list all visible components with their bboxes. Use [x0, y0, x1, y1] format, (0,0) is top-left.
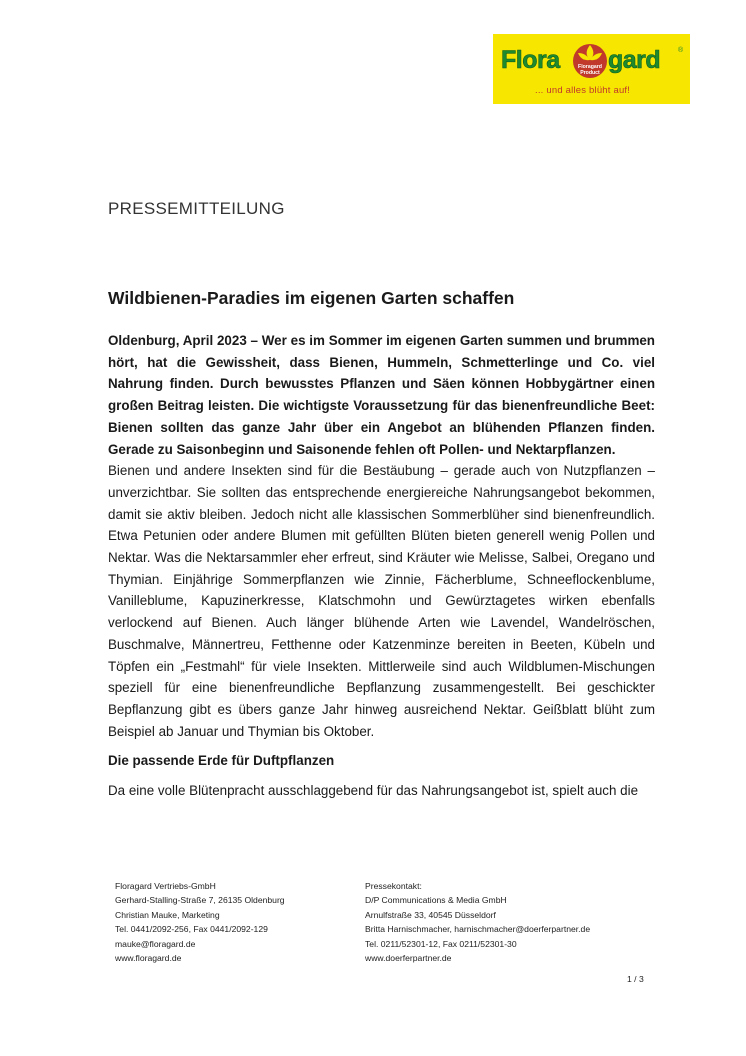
article-body	[108, 330, 655, 802]
floragard-logo	[493, 34, 690, 104]
company-address: Gerhard-Stalling-Straße 7, 26135 Oldenburg	[115, 895, 285, 906]
press-phone: Tel. 0211/52301-12, Fax 0211/52301-30	[365, 938, 517, 949]
lead-paragraph: Oldenburg, April 2023 – Wer es im Sommer im eigenen Garten summen und brummen hört, hat die Gewissheit, dass Bienen, Hummeln, Schmetterlinge und Co. viel Nahrung finden. Durch bewusstes Pflanzen und Säen können Hobbygärtner einen großen Beitrag leisten. Die wichtigste Voraussetzung für das bienenfreundliche Beet: Bienen sollten das ganze Jahr über ein Angebot an blühenden Pflanzen finden. Gerade zu Saisonbeginn und Saisonende fehlen oft Pollen- und Nektarpflanzen.	[108, 333, 655, 457]
footer-company	[115, 879, 285, 965]
company-name: Floragard Vertriebs-GmbH	[115, 881, 216, 891]
flower-emblem-icon	[572, 41, 608, 79]
company-web: www.floragard.de	[115, 953, 182, 964]
document-type: PRESSEMITTEILUNG	[108, 199, 285, 218]
page-number: 1 / 3	[627, 974, 644, 984]
company-email: mauke@floragard.de	[115, 938, 196, 949]
emblem-text-bottom: Product	[580, 70, 600, 76]
company-phone: Tel. 0441/2092-256, Fax 0441/2092-129	[115, 924, 268, 935]
press-contact: Britta Harnischmacher, harnischmacher@doerferpartner.de	[365, 924, 591, 935]
company-contact: Christian Mauke, Marketing	[115, 909, 220, 920]
subheading: Die passende Erde für Duftpflanzen	[108, 753, 335, 769]
footer-press-contact	[365, 879, 590, 965]
body-paragraph: Bienen und andere Insekten sind für die Bestäubung – gerade auch von Nutzpflanzen – unverzichtbar. Sie sollten das entsprechende energiereiche Nahrungsangebot bekommen, damit sie aktiv bleiben. Jedoch nicht alle klassischen Sommerblüher sind bienenfreundlich. Etwa Petunien oder andere Blumen mit gefüllten Blüten bieten generell wenig Pollen und Nektar. Was die Nektarsammler eher erfreut, sind Kräuter wie Melisse, Salbei, Oregano und Thymian. Einjährige Sommerpflanzen wie Zinnie, Fächerblume, Schneeflockenblume, Vanilleblume, Kapuzinerkresse, Klatschmohn und Gewürztagetes wirken ebenfalls verlockend auf Bienen. Auch länger blühende Arten wie Lavendel, Wandelröschen, Buschmalve, Männertreu, Fetthenne oder Katzenminze bereiten in Beeten, Kübeln und Töpfen ein „Festmahl“ für viele Insekten. Mittlerweile sind auch Wildblumen-Mischungen speziell für eine bienenfreundliche Bepflanzung zusammengestellt. Bei geschickter Bepflanzung gibt es übers ganze Jahr hinweg ausreichend Nektar. Geißblatt blüht zum Beispiel ab Januar und Thymian bis Oktober.	[108, 463, 655, 739]
emblem-text-top: Floragard	[578, 64, 602, 70]
logo-tagline: ... und alles blüht auf!	[535, 85, 631, 96]
registered-mark: ®	[678, 47, 684, 54]
press-web: www.doerferpartner.de	[365, 953, 452, 964]
headline: Wildbienen-Paradies im eigenen Garten schaffen	[108, 288, 515, 308]
logo-word-left: Flora	[501, 46, 560, 74]
press-address: Arnulfstraße 33, 40545 Düsseldorf	[365, 909, 496, 920]
press-agency: D/P Communications & Media GmbH	[365, 895, 507, 906]
logo-word-right: gard	[608, 46, 661, 74]
body-paragraph-continued: Da eine volle Blütenpracht ausschlaggebend für das Nahrungsangebot ist, spielt auch die	[108, 783, 639, 799]
press-label: Pressekontakt:	[365, 881, 422, 891]
